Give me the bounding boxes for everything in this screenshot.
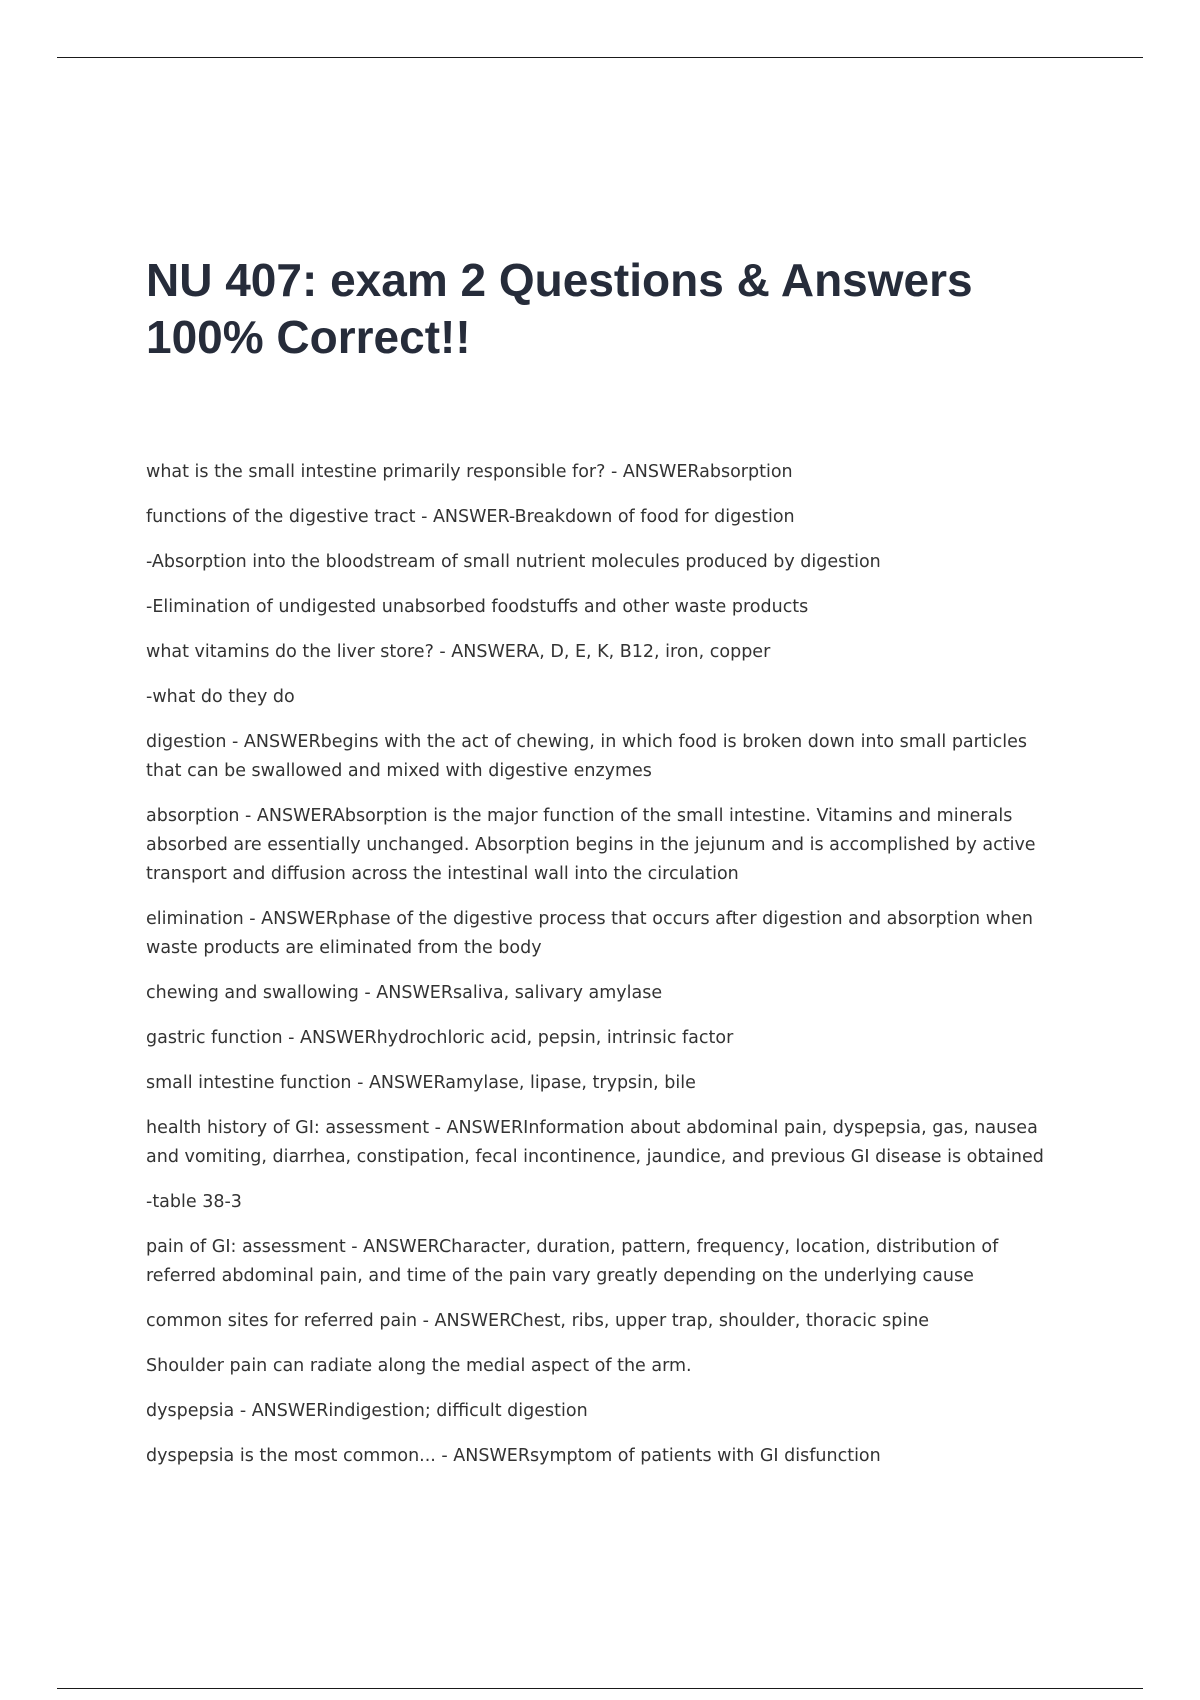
- qa-entry: functions of the digestive tract - ANSWER-Breakdown of food for digestion: [146, 507, 795, 527]
- qa-entry: -what do they do: [146, 687, 295, 707]
- qa-entry: absorption - ANSWERAbsorption is the major function of the small intestine. Vitamins and minerals absorbed are essentially unchanged. Absorption begins in the jejunum and is accomplished by active transport and diffusion across the intestinal wall into the circulation: [146, 806, 1036, 884]
- document-title: NU 407: exam 2 Questions & Answers 100% Correct!!: [146, 254, 973, 363]
- qa-entry: Shoulder pain can radiate along the medial aspect of the arm.: [146, 1356, 692, 1376]
- qa-list: [146, 458, 1066, 1487]
- qa-entry: chewing and swallowing - ANSWERsaliva, salivary amylase: [146, 983, 663, 1003]
- bottom-divider: [57, 1688, 1143, 1689]
- qa-entry: what vitamins do the liver store? - ANSWERA, D, E, K, B12, iron, copper: [146, 642, 771, 662]
- qa-entry: small intestine function - ANSWERamylase, lipase, trypsin, bile: [146, 1073, 696, 1093]
- qa-entry: health history of GI: assessment - ANSWERInformation about abdominal pain, dyspepsia, gas, nausea and vomiting, diarrhea, constipation, fecal incontinence, jaundice, and previous GI disease is obtained: [146, 1118, 1044, 1167]
- qa-entry: -Elimination of undigested unabsorbed foodstuffs and other waste products: [146, 597, 809, 617]
- qa-entry: -Absorption into the bloodstream of small nutrient molecules produced by digestion: [146, 552, 881, 572]
- qa-entry: dyspepsia - ANSWERindigestion; difficult digestion: [146, 1401, 588, 1421]
- qa-entry: dyspepsia is the most common... - ANSWERsymptom of patients with GI disfunction: [146, 1446, 881, 1466]
- qa-entry: -table 38-3: [146, 1192, 242, 1212]
- qa-entry: elimination - ANSWERphase of the digestive process that occurs after digestion and absorption when waste products are eliminated from the body: [146, 909, 1033, 958]
- qa-entry: gastric function - ANSWERhydrochloric acid, pepsin, intrinsic factor: [146, 1028, 734, 1048]
- qa-entry: digestion - ANSWERbegins with the act of chewing, in which food is broken down into small particles that can be swallowed and mixed with digestive enzymes: [146, 732, 1027, 781]
- top-divider: [57, 57, 1143, 58]
- qa-entry: common sites for referred pain - ANSWERChest, ribs, upper trap, shoulder, thoracic spine: [146, 1311, 930, 1331]
- qa-entry: what is the small intestine primarily responsible for? - ANSWERabsorption: [146, 462, 793, 482]
- qa-entry: pain of GI: assessment - ANSWERCharacter, duration, pattern, frequency, location, distribution of referred abdominal pain, and time of the pain vary greatly depending on the underlying cause: [146, 1237, 999, 1286]
